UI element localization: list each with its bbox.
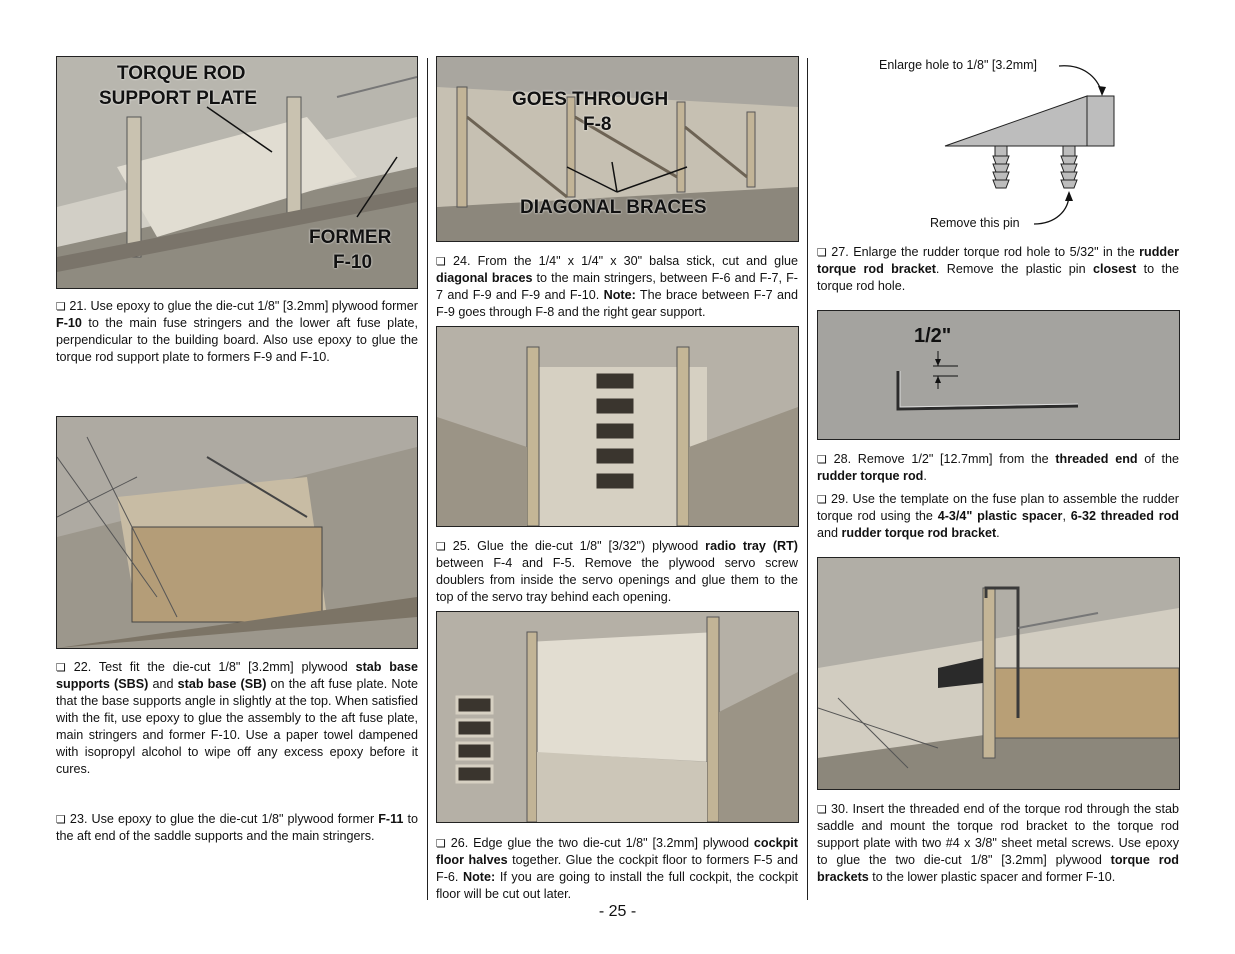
diagram-label-remove-pin: Remove this pin <box>930 216 1020 230</box>
photo-cockpit-floor <box>436 611 799 823</box>
step-26-text: ❏ 26. Edge glue the two die-cut 1/8" [3.2mm] plywood cockpit floor halves together. Glue the cockpit floor to formers F-5 and F-6. Note: If you are going to install the full cockpit, the cockpit floor will be cut out later. <box>436 836 799 901</box>
step-21-text: ❏ 21. Use epoxy to glue the die-cut 1/8" [3.2mm] plywood former F-10 to the main fuse stringers and the lower aft fuse plate, perpendicular to the building board. Also use epoxy to glue the torque rod support plate to formers F-9 and F-10. <box>56 299 418 364</box>
checkbox-icon[interactable]: ❏ <box>817 453 827 466</box>
photo-label-f10: F-10 <box>333 252 373 273</box>
checkbox-icon[interactable]: ❏ <box>817 246 827 259</box>
step-22-text: ❏ 22. Test fit the die-cut 1/8" [3.2mm] plywood stab base supports (SBS) and stab base (SB) on the aft fuse plate. Note that the base supports angle in slightly at the top. When satisfied with the fit, use epoxy to glue the assembly to the aft fuse plate, main stringers and former F-10. Use a paper towel dampened with isopropyl alcohol to wipe off any excess epoxy before it cures. <box>56 660 419 776</box>
photo-label-goes-through: GOES THROUGH <box>512 89 669 110</box>
checkbox-icon[interactable]: ❏ <box>56 300 66 313</box>
page-number: - 25 - <box>598 903 637 920</box>
photo-torque-rod-support-plate <box>56 56 418 289</box>
photo-label-support-plate: SUPPORT PLATE <box>99 88 257 109</box>
diagram-label-enlarge-hole: Enlarge hole to 1/8" [3.2mm] <box>879 58 1037 72</box>
step-30-text: ❏ 30. Insert the threaded end of the torque rod through the stab saddle and mount the torque rod bracket to the torque rod support plate with two #4 x 3/8" sheet metal screws. Use epoxy to glue the two die-cut 1/8" [3.2mm] plywood torque rod brackets to the lower plastic spacer and former F-10. <box>817 802 1179 884</box>
step-23-text: ❏ 23. Use epoxy to glue the die-cut 1/8" plywood former F-11 to the aft end of the saddle supports and the main stringers. <box>56 812 418 843</box>
photo-label-torque-rod: TORQUE ROD <box>117 63 246 84</box>
step-24-text: ❏ 24. From the 1/4" x 1/4" x 30" balsa stick, cut and glue diagonal braces to the main stringers, between F-6 and F-7, F-7 and F-9 and F-9 and F-10. Note: The brace between F-7 and F-9 goes through F-8 and the right gear support. <box>436 254 798 319</box>
checkbox-icon[interactable]: ❏ <box>436 255 446 268</box>
photo-label-half-inch: 1/2" <box>914 325 952 347</box>
photo-label-f8: F-8 <box>583 114 612 135</box>
step-25-text: ❏ 25. Glue the die-cut 1/8" [3/32") plywood radio tray (RT) between F-4 and F-5. Remove the plywood servo screw doublers from inside the servo openings and glue them to the top of the servo tray behind each opening. <box>436 539 798 604</box>
column-divider-2 <box>807 58 808 900</box>
checkbox-icon[interactable]: ❏ <box>436 837 446 850</box>
checkbox-icon[interactable]: ❏ <box>817 803 827 816</box>
photo-torque-rod-cut <box>817 310 1180 440</box>
step-27-text: ❏ 27. Enlarge the rudder torque rod hole to 5/32" in the rudder torque rod bracket. Remove the plastic pin closest to the torque rod hole. <box>817 245 1179 293</box>
checkbox-icon[interactable]: ❏ <box>817 493 827 506</box>
photo-label-former: FORMER <box>309 227 392 248</box>
photo-radio-tray <box>436 326 799 527</box>
checkbox-icon[interactable]: ❏ <box>436 540 446 553</box>
photo-label-diagonal-braces: DIAGONAL BRACES <box>520 197 707 218</box>
step-29-text: ❏ 29. Use the template on the fuse plan to assemble the rudder torque rod using the 4-3/4" plastic spacer, 6-32 threaded rod and rudder torque rod bracket. <box>817 492 1180 540</box>
photo-diagonal-braces <box>436 56 799 242</box>
checkbox-icon[interactable]: ❏ <box>56 813 66 826</box>
step-28-text: ❏ 28. Remove 1/2" [12.7mm] from the threaded end of the rudder torque rod. <box>817 452 1179 483</box>
checkbox-icon[interactable]: ❏ <box>56 661 66 674</box>
bracket-diagram <box>817 56 1179 236</box>
photo-stab-base <box>56 416 418 649</box>
column-divider-1 <box>427 58 428 900</box>
photo-torque-rod-installed <box>817 557 1180 790</box>
